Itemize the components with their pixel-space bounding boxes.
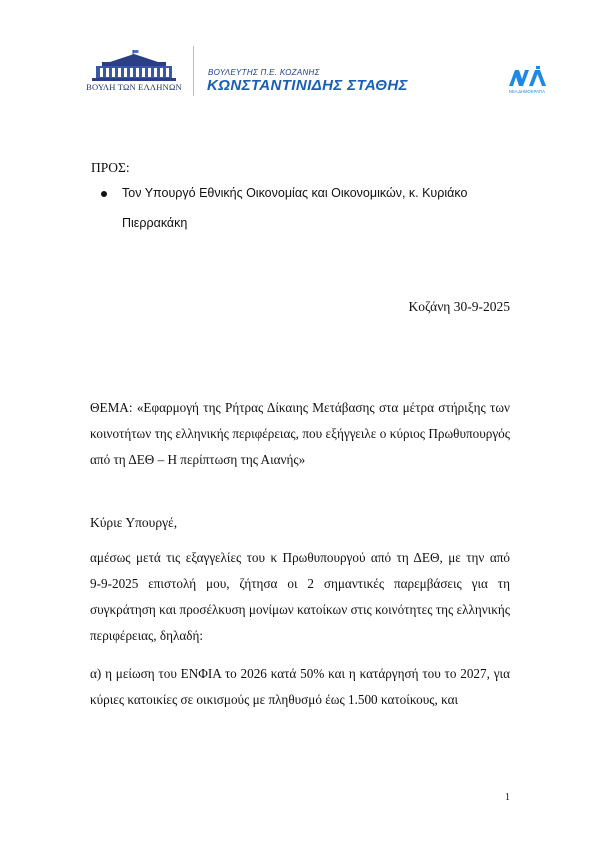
point-a-line: κύριες κατοικίες σε οικισμούς με πληθυσμό έως 1.500 κατοίκους, και <box>90 692 459 707</box>
subject-line: ΘΕΜΑ: «Εφαρμογή της Ρήτρας Δίκαιης Μετάβασης στα μέτρα στήριξης των <box>90 400 510 415</box>
subject-line: από τη ΔΕΘ – Η περίπτωση της Αιανής» <box>90 452 306 467</box>
page-number: 1 <box>505 792 510 803</box>
party-logo-icon <box>505 66 549 94</box>
mp-name: ΚΩΝΣΤΑΝΤΙΝΙΔΗΣ ΣΤΑΘΗΣ <box>207 77 408 94</box>
intro-paragraph <box>90 545 510 649</box>
subject-line: κοινοτήτων της ελληνικής περιφέρειας, που εξήγγειλε ο κύριος Πρωθυπουργός <box>90 426 510 441</box>
intro-line: 9-9-2025 επιστολή μου, ζήτησα οι 2 σημαντικές παρεμβάσεις για τη <box>90 576 510 591</box>
point-a-paragraph <box>90 661 510 713</box>
intro-line: συγκράτηση και προσέλκυση μονίμων κατοίκων στις κοινότητες της ελληνικής <box>90 602 510 617</box>
intro-line: αμέσως μετά τις εξαγγελίες του κ Πρωθυπουργού από τη ΔΕΘ, με την από <box>90 550 510 565</box>
subject-paragraph <box>90 395 510 473</box>
recipient-line: Τον Υπουργό Εθνικής Οικονομίας και Οικονομικών, κ. Κυριάκο <box>122 186 468 200</box>
bullet-icon <box>101 191 107 197</box>
recipient-line: Πιερρακάκη <box>122 216 188 230</box>
mp-subtitle: ΒΟΥΛΕΥΤΗΣ Π.Ε. ΚΟΖΑΝΗΣ <box>208 68 320 77</box>
recipient-heading: ΠΡΟΣ: <box>91 160 130 175</box>
letter-date: Κοζάνη 30-9-2025 <box>408 299 510 314</box>
point-a-line: α) η μείωση του ΕΝΦΙΑ το 2026 κατά 50% και η κατάργησή του το 2027, για <box>90 666 510 681</box>
intro-line: περιφέρειας, δηλαδή: <box>90 628 204 643</box>
parliament-caption: ΒΟΥΛΗ ΤΩΝ ΕΛΛΗΝΩΝ <box>86 82 182 92</box>
salutation: Κύριε Υπουργέ, <box>90 515 178 530</box>
party-caption: ΝΕΑ ΔΗΜΟΚΡΑΤΙΑ <box>508 89 546 94</box>
header-divider <box>193 46 194 96</box>
